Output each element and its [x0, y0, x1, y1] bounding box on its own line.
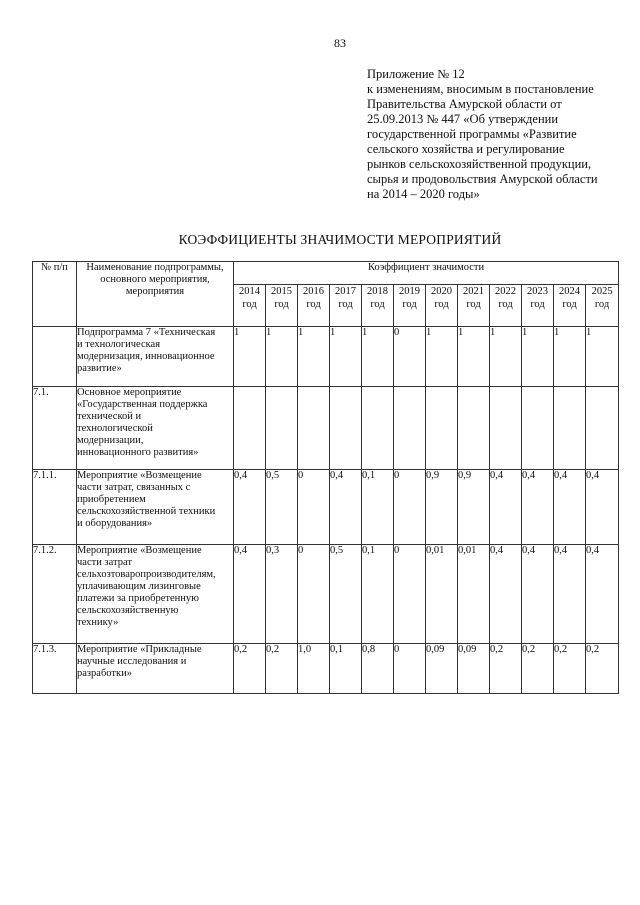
- coefficient-cell: [394, 387, 426, 470]
- coefficient-cell: 0,09: [426, 644, 458, 694]
- row-name-line: модернизация, инновационное: [77, 351, 215, 362]
- coefficient-cell: 0,4: [490, 470, 522, 545]
- row-name-line: сельскохозяйственной техники: [77, 506, 216, 517]
- row-name-line: Мероприятие «Прикладные: [77, 644, 202, 655]
- header-year-suffix: год: [594, 299, 610, 310]
- header-year-value: 2015: [271, 286, 292, 297]
- table-body: [33, 327, 619, 694]
- coefficient-cell: 0,8: [362, 644, 394, 694]
- coefficient-cell: 0: [298, 545, 330, 644]
- coefficient-cell: [522, 387, 554, 470]
- row-name-line: части затрат, связанных с: [77, 482, 191, 493]
- coefficient-cell: [234, 387, 266, 470]
- header-coefficient-group: Коэффициент значимости: [234, 262, 619, 285]
- appendix-line: Приложение № 12: [367, 67, 465, 81]
- header-year: [426, 285, 458, 327]
- row-name-line: части затрат: [77, 557, 132, 568]
- appendix-line: государственной программы «Развитие: [367, 127, 577, 141]
- coefficient-cell: 0,9: [458, 470, 490, 545]
- coefficient-cell: 0: [394, 644, 426, 694]
- header-year-value: 2021: [463, 286, 484, 297]
- coefficient-cell: 1: [330, 327, 362, 387]
- header-year: [362, 285, 394, 327]
- document-title: КОЭФФИЦИЕНТЫ ЗНАЧИМОСТИ МЕРОПРИЯТИЙ: [178, 232, 502, 247]
- header-name-line: мероприятия: [125, 286, 185, 297]
- row-number: 7.1.2.: [33, 545, 77, 644]
- header-name-line: основного мероприятия,: [100, 274, 210, 285]
- header-year-suffix: год: [242, 299, 257, 310]
- coefficient-cell: 1: [362, 327, 394, 387]
- row-name-line: сельскохозяйственную: [77, 605, 179, 616]
- header-year-value: 2020: [431, 286, 452, 297]
- row-name-line: «Государственная поддержка: [77, 399, 208, 410]
- row-name: [77, 327, 234, 387]
- coefficient-cell: 1: [234, 327, 266, 387]
- appendix-line: на 2014 – 2020 годы»: [367, 187, 480, 201]
- coefficient-cell: 1: [490, 327, 522, 387]
- header-num: № п/п: [33, 262, 77, 327]
- header-year: [586, 285, 619, 327]
- coefficient-cell: 1: [266, 327, 298, 387]
- coefficient-cell: [554, 387, 586, 470]
- coefficient-cell: 0,4: [330, 470, 362, 545]
- row-name-line: сельхозтоваропроизводителям,: [77, 569, 216, 580]
- coefficient-cell: [426, 387, 458, 470]
- coefficient-cell: 1,0: [298, 644, 330, 694]
- coefficient-cell: 0: [394, 470, 426, 545]
- header-year: [522, 285, 554, 327]
- coefficient-cell: 0,09: [458, 644, 490, 694]
- appendix-block: [367, 67, 617, 202]
- row-name-line: приобретением: [77, 494, 146, 505]
- header-year-value: 2022: [495, 286, 516, 297]
- header-year-value: 2017: [335, 286, 356, 297]
- coefficient-cell: 0,1: [330, 644, 362, 694]
- coefficient-cell: 1: [458, 327, 490, 387]
- header-year: [458, 285, 490, 327]
- coefficient-cell: 0,4: [554, 470, 586, 545]
- coefficient-cell: 0,9: [426, 470, 458, 545]
- coefficient-cell: 0,2: [490, 644, 522, 694]
- coefficient-cell: 0,2: [586, 644, 619, 694]
- appendix-line: 25.09.2013 № 447 «Об утверждении: [367, 112, 559, 126]
- coefficient-cell: 1: [426, 327, 458, 387]
- row-name-line: технику»: [77, 617, 119, 628]
- coefficient-cell: [586, 387, 619, 470]
- header-year: [554, 285, 586, 327]
- page-number: 83: [334, 36, 346, 50]
- coefficient-cell: 0,4: [234, 470, 266, 545]
- coefficient-cell: 0,4: [586, 470, 619, 545]
- coefficient-cell: 1: [554, 327, 586, 387]
- appendix-line: сельского хозяйства и регулирование: [367, 142, 565, 156]
- row-number: [33, 327, 77, 387]
- coefficient-cell: 0,5: [266, 470, 298, 545]
- coefficient-cell: [362, 387, 394, 470]
- row-name-line: инновационного развития»: [77, 447, 199, 458]
- appendix-line: сырья и продовольствия Амурской области: [367, 172, 598, 186]
- appendix-line: Правительства Амурской области от: [367, 97, 562, 111]
- table-row: [33, 470, 619, 545]
- table-row: [33, 545, 619, 644]
- row-name: [77, 470, 234, 545]
- row-name-line: технологической: [77, 423, 153, 434]
- coefficient-cell: [298, 387, 330, 470]
- coefficient-cell: 0,2: [234, 644, 266, 694]
- header-year-value: 2019: [399, 286, 420, 297]
- header-year: [298, 285, 330, 327]
- coefficient-cell: 0,1: [362, 470, 394, 545]
- coefficient-cell: 0,4: [490, 545, 522, 644]
- table-row: [33, 644, 619, 694]
- row-name-line: технической и: [77, 411, 142, 422]
- row-number: 7.1.3.: [33, 644, 77, 694]
- header-year-value: 2018: [367, 286, 388, 297]
- row-number: 7.1.1.: [33, 470, 77, 545]
- header-year-suffix: год: [498, 299, 513, 310]
- row-name-line: модернизации,: [77, 435, 144, 446]
- table-row: [33, 327, 619, 387]
- header-year: [490, 285, 522, 327]
- header-year-suffix: год: [274, 299, 289, 310]
- coefficient-cell: [330, 387, 362, 470]
- coefficient-cell: 0,2: [522, 644, 554, 694]
- coefficient-cell: 1: [298, 327, 330, 387]
- row-name-line: научные исследования и: [77, 656, 187, 667]
- row-number: 7.1.: [33, 387, 77, 470]
- header-year-suffix: год: [370, 299, 385, 310]
- header-year-suffix: год: [530, 299, 545, 310]
- header-year: [266, 285, 298, 327]
- header-year-value: 2024: [559, 286, 580, 297]
- header-year-value: 2016: [303, 286, 324, 297]
- header-year-suffix: год: [306, 299, 321, 310]
- header-name: [77, 262, 234, 327]
- header-year-suffix: год: [338, 299, 353, 310]
- coefficient-cell: 1: [586, 327, 619, 387]
- header-year-value: 2014: [239, 286, 260, 297]
- row-name-line: уплачивающим лизинговые: [77, 581, 201, 592]
- coefficient-cell: 0,01: [426, 545, 458, 644]
- coefficient-cell: 0: [394, 545, 426, 644]
- header-year-suffix: год: [466, 299, 481, 310]
- coefficient-cell: 0,4: [234, 545, 266, 644]
- coefficient-cell: 0,4: [522, 545, 554, 644]
- row-name-line: и технологическая: [77, 339, 161, 350]
- header-year-value: 2023: [527, 286, 548, 297]
- coefficient-cell: 0,4: [586, 545, 619, 644]
- table-row: [33, 387, 619, 470]
- coefficient-cell: 1: [522, 327, 554, 387]
- row-name-line: платежи за приобретенную: [77, 593, 200, 604]
- row-name-line: развитие»: [77, 363, 122, 374]
- appendix-line: к изменениям, вносимым в постановление: [367, 82, 594, 96]
- row-name-line: Основное мероприятие: [77, 387, 182, 398]
- coefficient-cell: 0,01: [458, 545, 490, 644]
- coefficient-cell: 0,1: [362, 545, 394, 644]
- header-year-suffix: год: [402, 299, 417, 310]
- header-year: [330, 285, 362, 327]
- header-year-suffix: год: [434, 299, 449, 310]
- header-year: [394, 285, 426, 327]
- row-name-line: Подпрограмма 7 «Техническая: [77, 327, 216, 338]
- row-name-line: разработки»: [77, 668, 132, 679]
- coefficient-cell: [266, 387, 298, 470]
- coefficient-cell: 0: [394, 327, 426, 387]
- row-name-line: и оборудования»: [77, 518, 153, 529]
- header-row-top: [33, 262, 619, 285]
- coefficient-cell: [490, 387, 522, 470]
- header-year-value: 2025: [591, 286, 613, 297]
- coefficients-table: [32, 261, 619, 694]
- header-year: [234, 285, 266, 327]
- header-year-suffix: год: [562, 299, 577, 310]
- coefficient-cell: 0: [298, 470, 330, 545]
- row-name: [77, 644, 234, 694]
- coefficient-cell: 0,4: [522, 470, 554, 545]
- row-name: [77, 387, 234, 470]
- coefficient-cell: 0,5: [330, 545, 362, 644]
- coefficient-cell: 0,3: [266, 545, 298, 644]
- coefficient-cell: 0,4: [554, 545, 586, 644]
- row-name-line: Мероприятие «Возмещение: [77, 545, 202, 556]
- row-name: [77, 545, 234, 644]
- appendix-line: рынков сельскохозяйственной продукции,: [367, 157, 592, 171]
- coefficient-cell: 0,2: [266, 644, 298, 694]
- coefficient-cell: 0,2: [554, 644, 586, 694]
- coefficient-cell: [458, 387, 490, 470]
- row-name-line: Мероприятие «Возмещение: [77, 470, 202, 481]
- header-name-line: Наименование подпрограммы,: [86, 262, 224, 273]
